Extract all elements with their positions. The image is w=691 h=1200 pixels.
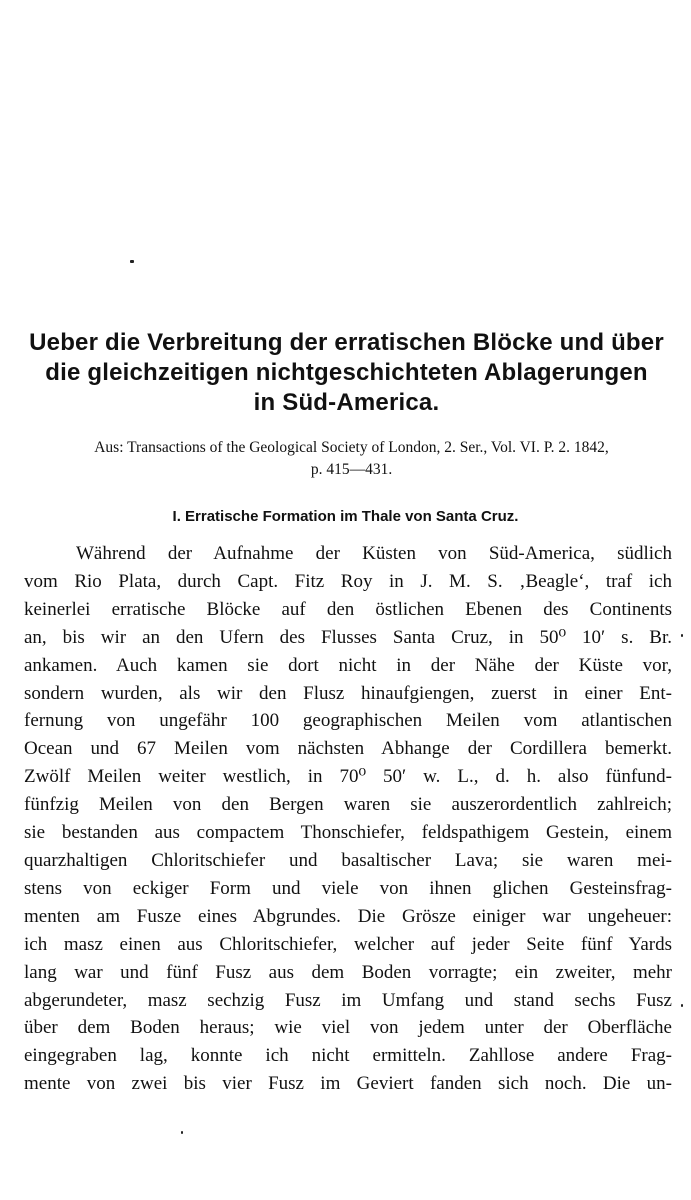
body-paragraph <box>24 540 672 1098</box>
paragraph-line: Zwölf Meilen weiter westlich, in 70⁰ 50′ w. L., d. h. also fünfund- <box>24 766 672 788</box>
paragraph-line: eingegraben lag, konnte ich nicht ermitteln. Zahllose andere Frag- <box>24 1045 672 1067</box>
source-line: Aus: Transactions of the Geological Society of London, 2. Ser., Vol. VI. P. 2. 1842, <box>94 439 609 456</box>
paragraph-line: sie bestanden aus compactem Thonschiefer, feldspathigem Gestein, einem <box>24 822 672 844</box>
paragraph-line: fünfzig Meilen von den Bergen waren sie auszerordentlich zahlreich; <box>24 794 672 816</box>
paragraph-line: lang war und fünf Fusz aus dem Boden vorragte; ein zweiter, mehr <box>24 961 672 983</box>
paragraph-line: sondern wurden, als wir den Flusz hinaufgiengen, zuerst in einer Ent- <box>24 682 672 704</box>
print-speck-mark <box>130 260 134 263</box>
title-line: Ueber die Verbreitung der erratischen Blöcke und über <box>29 329 664 356</box>
paragraph-line: mente von zwei bis vier Fusz im Geviert fanden sich noch. Die un- <box>24 1073 672 1095</box>
paragraph-line: fernung von ungefähr 100 geographischen Meilen vom atlantischen <box>24 710 672 732</box>
paragraph-line: an, bis wir an den Ufern des Flusses Santa Cruz, in 50⁰ 10′ s. Br. <box>24 626 672 648</box>
paragraph-line: ich masz einen aus Chloritschiefer, welcher auf jeder Seite fünf Yards <box>24 933 672 955</box>
paragraph-line: menten am Fusze eines Abgrundes. Die Grösze einiger war ungeheuer: <box>24 905 672 927</box>
paragraph-line: abgerundeter, masz sechzig Fusz im Umfang und stand sechs Fusz <box>24 989 672 1011</box>
title-line: die gleichzeitigen nichtgeschichteten Ablagerungen <box>45 359 648 386</box>
print-speck-mark <box>181 1131 183 1134</box>
print-speck-mark <box>681 634 683 637</box>
title-line: in Süd-America. <box>253 389 440 416</box>
paragraph-line: Während der Aufnahme der Küsten von Süd-America, südlich <box>76 543 672 564</box>
paragraph-line: über dem Boden heraus; wie viel von jedem unter der Oberfläche <box>24 1017 672 1039</box>
source-citation <box>30 437 673 481</box>
paragraph-line: quarzhaltigen Chloritschiefer und basaltischer Lava; sie waren mei- <box>24 849 672 871</box>
paragraph-line: Ocean und 67 Meilen vom nächsten Abhange der Cordillera bemerkt. <box>24 738 672 760</box>
paragraph-line: keinerlei erratische Blöcke auf den östlichen Ebenen des Continents <box>24 598 672 620</box>
paragraph-line: vom Rio Plata, durch Capt. Fitz Roy in J. M. S. ‚Beagle‘, traf ich <box>24 570 672 592</box>
article-title <box>18 328 675 418</box>
print-speck-mark <box>681 1004 683 1007</box>
section-heading: I. Erratische Formation im Thale von Santa Cruz. <box>172 508 519 525</box>
paragraph-line: stens von eckiger Form und viele von ihnen glichen Gesteinsfrag- <box>24 877 672 899</box>
paragraph-line: ankamen. Auch kamen sie dort nicht in der Nähe der Küste vor, <box>24 654 672 676</box>
source-line: p. 415—431. <box>310 461 393 478</box>
